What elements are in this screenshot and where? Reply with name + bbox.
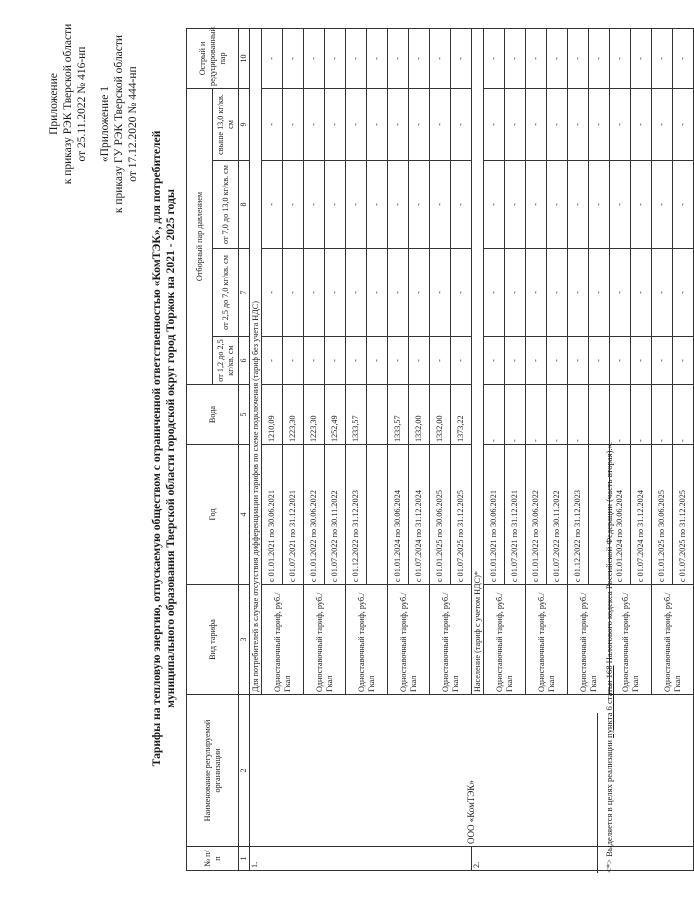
approval-header-line: Приложение bbox=[48, 73, 60, 135]
dash-cell: - bbox=[283, 28, 304, 88]
appendix-header bbox=[98, 9, 140, 239]
dash-cell: - bbox=[568, 161, 589, 249]
dash-cell: - bbox=[451, 161, 472, 249]
dash-cell: - bbox=[568, 88, 589, 160]
dash-cell: - bbox=[673, 28, 694, 88]
dash-cell: - bbox=[589, 88, 610, 160]
dash-cell: - bbox=[610, 249, 631, 337]
dash-cell: - bbox=[367, 88, 388, 160]
dash-cell: - bbox=[568, 28, 589, 88]
dash-cell: - bbox=[505, 161, 526, 249]
column-number-row bbox=[239, 28, 250, 870]
dash-cell: - bbox=[547, 249, 568, 337]
dash-cell: - bbox=[325, 161, 346, 249]
dash-cell: - bbox=[652, 249, 673, 337]
period: с 01.07.2025 по 31.12.2025 bbox=[451, 445, 472, 585]
dash-cell: - bbox=[346, 28, 367, 88]
water-value: 1333,57 bbox=[388, 385, 409, 445]
water-value: - bbox=[547, 385, 568, 445]
dash-cell: - bbox=[283, 88, 304, 160]
water-value: 1333,57 bbox=[346, 385, 367, 445]
dash-cell: - bbox=[367, 249, 388, 337]
tariff-type: Одноставочный тариф, руб./Гкал bbox=[526, 585, 568, 695]
column-number: 7 bbox=[239, 249, 250, 337]
period: с 01.07.2024 по 31.12.2024 bbox=[631, 445, 652, 585]
dash-cell: - bbox=[346, 249, 367, 337]
dash-cell: - bbox=[673, 88, 694, 160]
dash-cell: - bbox=[631, 161, 652, 249]
header-sharp-steam: Острый и редуцированный пар bbox=[187, 28, 239, 88]
period: с 01.01.2021 по 30.06.2021 bbox=[262, 445, 283, 585]
column-number: 2 bbox=[239, 695, 250, 847]
dash-cell: - bbox=[451, 28, 472, 88]
dash-cell: - bbox=[388, 88, 409, 160]
dash-cell: - bbox=[304, 161, 325, 249]
section-label: Население (тариф с учетом НДС)* bbox=[472, 28, 484, 694]
dash-cell: - bbox=[673, 161, 694, 249]
dash-cell: - bbox=[568, 337, 589, 385]
period: с 01.12.2022 по 31.12.2023 bbox=[568, 445, 589, 585]
dash-cell: - bbox=[409, 28, 430, 88]
org-name: ООО «КомТЭК» bbox=[250, 695, 694, 847]
header-steam-1: от 1,2 до 2,5 кг/кв. см bbox=[213, 337, 239, 385]
dash-cell: - bbox=[610, 161, 631, 249]
document-title-line: муниципального образования Тверской области городской округ город Торжок на 2021 - 2025 годы bbox=[164, 189, 177, 708]
document-title bbox=[150, 31, 178, 866]
dash-cell: - bbox=[367, 28, 388, 88]
dash-cell: - bbox=[388, 337, 409, 385]
dash-cell: - bbox=[388, 249, 409, 337]
period: с 01.01.2024 по 30.06.2024 bbox=[610, 445, 631, 585]
dash-cell: - bbox=[283, 337, 304, 385]
header-tariff-type: Вид тарифа bbox=[187, 585, 239, 695]
dash-cell: - bbox=[652, 161, 673, 249]
dash-cell: - bbox=[325, 28, 346, 88]
dash-cell: - bbox=[304, 88, 325, 160]
water-value: 1210,09 bbox=[262, 385, 283, 445]
appendix-header-line: к приказу ГУ РЭК Тверской области bbox=[113, 34, 125, 214]
water-value bbox=[589, 385, 610, 445]
approval-header-line: к приказу РЭК Тверской области bbox=[62, 23, 74, 185]
dash-cell: - bbox=[409, 337, 430, 385]
dash-cell: - bbox=[409, 88, 430, 160]
tariff-type: Одноставочный тариф, руб./Гкал bbox=[568, 585, 610, 695]
dash-cell: - bbox=[388, 161, 409, 249]
dash-cell: - bbox=[484, 337, 505, 385]
column-number: 5 bbox=[239, 385, 250, 445]
dash-cell: - bbox=[505, 88, 526, 160]
dash-cell: - bbox=[304, 28, 325, 88]
dash-cell: - bbox=[631, 337, 652, 385]
dash-cell: - bbox=[409, 249, 430, 337]
period: с 01.07.2022 по 30.11.2022 bbox=[547, 445, 568, 585]
dash-cell: - bbox=[589, 249, 610, 337]
appendix-header-line: от 17.12.2020 № 444-нп bbox=[127, 66, 139, 182]
period: с 01.07.2021 по 31.12.2021 bbox=[505, 445, 526, 585]
dash-cell: - bbox=[430, 28, 451, 88]
dash-cell: - bbox=[451, 88, 472, 160]
column-number: 3 bbox=[239, 585, 250, 695]
period: с 01.01.2025 по 30.06.2025 bbox=[430, 445, 451, 585]
dash-cell: - bbox=[304, 337, 325, 385]
dash-cell: - bbox=[631, 249, 652, 337]
dash-cell: - bbox=[631, 88, 652, 160]
water-value bbox=[367, 385, 388, 445]
dash-cell: - bbox=[430, 88, 451, 160]
period: с 01.01.2025 по 30.06.2025 bbox=[652, 445, 673, 585]
period: с 01.07.2025 по 31.12.2025 bbox=[673, 445, 694, 585]
column-number: 8 bbox=[239, 161, 250, 249]
header-org: Наименование регулируемой организации bbox=[187, 695, 239, 847]
dash-cell: - bbox=[526, 249, 547, 337]
tariff-table-wrapper bbox=[186, 29, 694, 871]
dash-cell: - bbox=[547, 161, 568, 249]
tariff-table bbox=[186, 28, 694, 871]
header-steam-group: Отборный пар давлением bbox=[187, 88, 213, 384]
dash-cell: - bbox=[430, 249, 451, 337]
period: с 01.01.2024 по 30.06.2024 bbox=[388, 445, 409, 585]
water-value: 1223,30 bbox=[283, 385, 304, 445]
dash-cell: - bbox=[346, 161, 367, 249]
header-steam-2: от 2,5 до 7,0 кг/кв. см bbox=[213, 249, 239, 337]
footnote-text: Налогового кодекса Российской Федерации (часть вторая).». bbox=[604, 441, 614, 666]
dash-cell: - bbox=[484, 249, 505, 337]
dash-cell: - bbox=[388, 28, 409, 88]
water-value: - bbox=[631, 385, 652, 445]
tariff-type: Одноставочный тариф, руб./Гкал bbox=[388, 585, 430, 695]
period: с 01.07.2021 по 31.12.2021 bbox=[283, 445, 304, 585]
period bbox=[367, 445, 388, 585]
dash-cell: - bbox=[589, 28, 610, 88]
section-number: 1. bbox=[250, 847, 472, 871]
period: с 01.01.2022 по 30.06.2022 bbox=[304, 445, 325, 585]
dash-cell: - bbox=[283, 249, 304, 337]
column-number: 6 bbox=[239, 337, 250, 385]
tariff-type: Одноставочный тариф, руб./Гкал bbox=[610, 585, 652, 695]
section-label: Для потребителей в случае отсутствия дифференциации тарифов по схеме подключения (тариф без учета НДС) bbox=[250, 28, 262, 694]
period: с 01.07.2022 по 30.11.2022 bbox=[325, 445, 346, 585]
dash-cell: - bbox=[673, 249, 694, 337]
dash-cell: - bbox=[262, 88, 283, 160]
dash-cell: - bbox=[262, 28, 283, 88]
dash-cell: - bbox=[484, 88, 505, 160]
tariff-type: Одноставочный тариф, руб./Гкал bbox=[346, 585, 388, 695]
dash-cell: - bbox=[589, 161, 610, 249]
dash-cell: - bbox=[505, 28, 526, 88]
dash-cell: - bbox=[262, 249, 283, 337]
dash-cell: - bbox=[652, 88, 673, 160]
header-steam-3: от 7,0 до 13,0 кг/кв. см bbox=[213, 161, 239, 249]
column-number: 4 bbox=[239, 445, 250, 585]
dash-cell: - bbox=[505, 249, 526, 337]
period: с 01.07.2024 по 31.12.2024 bbox=[409, 445, 430, 585]
period: с 01.01.2021 по 30.06.2021 bbox=[484, 445, 505, 585]
water-value: - bbox=[484, 385, 505, 445]
footnote-link[interactable]: пункта 6 статьи 168 bbox=[604, 665, 614, 738]
tariff-type: Одноставочный тариф, руб./Гкал bbox=[304, 585, 346, 695]
tariff-table-body bbox=[239, 28, 694, 870]
water-value: - bbox=[652, 385, 673, 445]
column-number: 1 bbox=[239, 847, 250, 871]
approval-header bbox=[47, 9, 89, 199]
dash-cell: - bbox=[451, 249, 472, 337]
section-row bbox=[250, 28, 262, 870]
dash-cell: - bbox=[610, 28, 631, 88]
water-value: 1373,22 bbox=[451, 385, 472, 445]
dash-cell: - bbox=[430, 161, 451, 249]
footnote-text: <*> Выделяется в целях реализации bbox=[604, 737, 614, 873]
dash-cell: - bbox=[610, 337, 631, 385]
water-value: - bbox=[568, 385, 589, 445]
approval-header-line: от 25.11.2022 № 416-нп bbox=[76, 46, 88, 162]
tariff-type: Одноставочный тариф, руб./Гкал bbox=[652, 585, 694, 695]
dash-cell: - bbox=[304, 249, 325, 337]
tariff-type: Одноставочный тариф, руб./Гкал bbox=[484, 585, 526, 695]
dash-cell: - bbox=[652, 28, 673, 88]
dash-cell: - bbox=[409, 161, 430, 249]
dash-cell: - bbox=[526, 337, 547, 385]
appendix-header-line: «Приложение 1 bbox=[99, 85, 111, 163]
column-number: 9 bbox=[239, 88, 250, 160]
water-value: - bbox=[610, 385, 631, 445]
dash-cell: - bbox=[589, 337, 610, 385]
header-water: Вода bbox=[187, 385, 239, 445]
dash-cell: - bbox=[505, 337, 526, 385]
dash-cell: - bbox=[568, 249, 589, 337]
footnote-separator bbox=[597, 713, 598, 873]
dash-cell: - bbox=[325, 337, 346, 385]
water-value: 1252,49 bbox=[325, 385, 346, 445]
dash-cell: - bbox=[631, 28, 652, 88]
water-value: 1332,00 bbox=[409, 385, 430, 445]
period: с 01.12.2022 по 31.12.2023 bbox=[346, 445, 367, 585]
dash-cell: - bbox=[346, 337, 367, 385]
water-value: - bbox=[526, 385, 547, 445]
water-value: 1223,30 bbox=[304, 385, 325, 445]
dash-cell: - bbox=[610, 88, 631, 160]
dash-cell: - bbox=[652, 337, 673, 385]
dash-cell: - bbox=[367, 161, 388, 249]
water-value: - bbox=[673, 385, 694, 445]
footnote bbox=[604, 442, 614, 873]
column-number: 10 bbox=[239, 28, 250, 88]
dash-cell: - bbox=[430, 337, 451, 385]
water-value: 1332,00 bbox=[430, 385, 451, 445]
header-num: № п/п bbox=[187, 847, 239, 871]
dash-cell: - bbox=[526, 161, 547, 249]
period: с 01.01.2022 по 30.06.2022 bbox=[526, 445, 547, 585]
dash-cell: - bbox=[547, 337, 568, 385]
tariff-type: Одноставочный тариф, руб./Гкал bbox=[262, 585, 304, 695]
header-year: Год bbox=[187, 445, 239, 585]
dash-cell: - bbox=[526, 28, 547, 88]
dash-cell: - bbox=[547, 88, 568, 160]
tariff-type: Одноставочный тариф, руб./Гкал bbox=[430, 585, 472, 695]
dash-cell: - bbox=[547, 28, 568, 88]
dash-cell: - bbox=[346, 88, 367, 160]
dash-cell: - bbox=[325, 88, 346, 160]
dash-cell: - bbox=[325, 249, 346, 337]
dash-cell: - bbox=[262, 337, 283, 385]
section-number: 2. bbox=[472, 847, 694, 871]
dash-cell: - bbox=[526, 88, 547, 160]
dash-cell: - bbox=[367, 337, 388, 385]
dash-cell: - bbox=[451, 337, 472, 385]
dash-cell: - bbox=[673, 337, 694, 385]
dash-cell: - bbox=[262, 161, 283, 249]
header-steam-4: свыше 13,0 кг/кв. см bbox=[213, 88, 239, 160]
dash-cell: - bbox=[484, 28, 505, 88]
dash-cell: - bbox=[484, 161, 505, 249]
dash-cell: - bbox=[283, 161, 304, 249]
water-value: - bbox=[505, 385, 526, 445]
document-title-line: Тарифы на тепловую энергию, отпускаемую обществом с ограниченной ответственностью «КомТЭК», для потребителей bbox=[150, 130, 163, 767]
